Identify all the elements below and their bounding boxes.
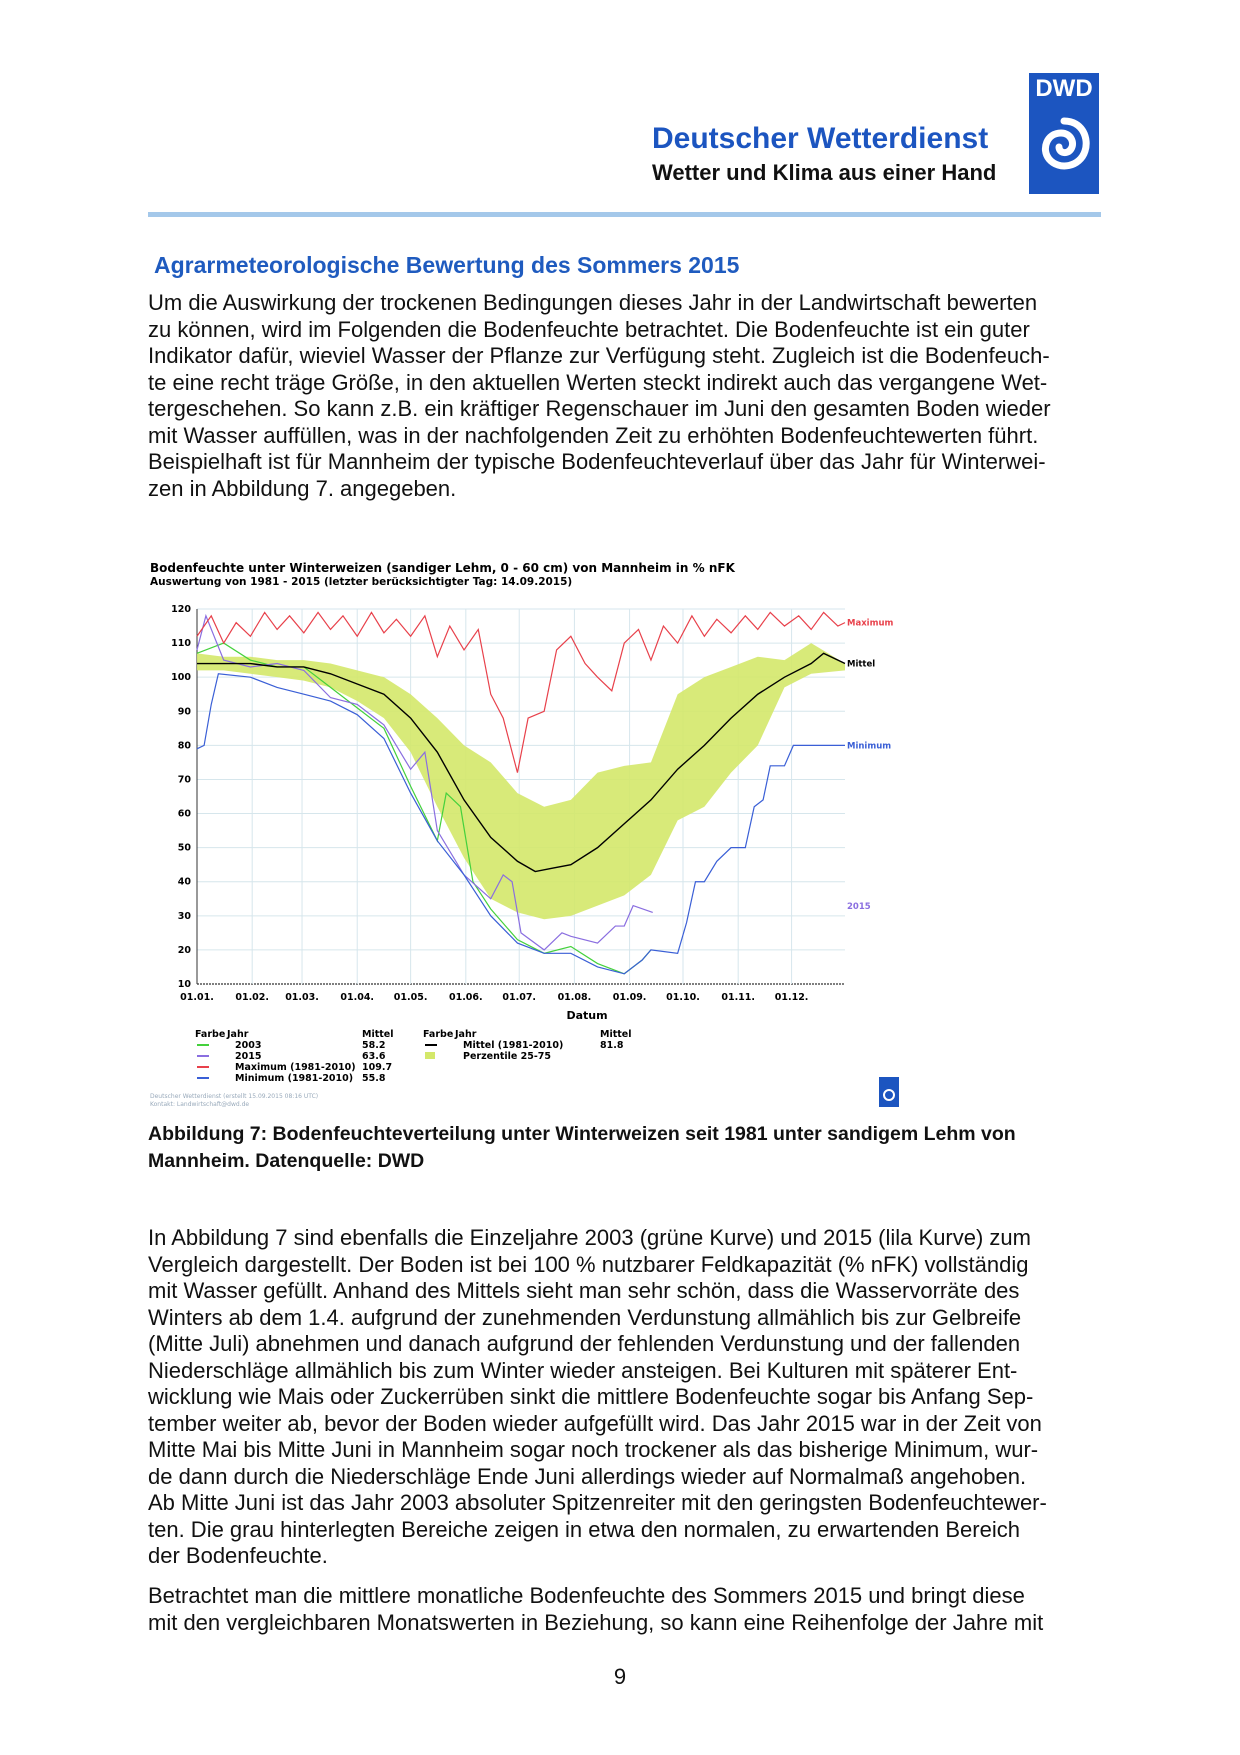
- series-end-label: Mittel: [847, 659, 876, 670]
- legend-name: Perzentile 25-75: [463, 1051, 552, 1062]
- series-end-label: Maximum: [847, 618, 894, 629]
- section-heading: Agrarmeteorologische Bewertung des Sommers 2015: [154, 252, 740, 278]
- text-line: zu können, wird im Folgenden die Bodenfeuchte betrachtet. Die Bodenfeuchte ist ein guter: [148, 316, 1030, 342]
- legend-name: Minimum (1981-2010): [235, 1073, 354, 1084]
- text-line: Ab Mitte Juni ist das Jahr 2003 absoluter Spitzenreiter mit den geringsten Bodenfeuchtewer-: [148, 1490, 1047, 1515]
- legend-name: 2003: [235, 1040, 262, 1051]
- logo-text: DWD: [1035, 75, 1093, 102]
- credit-line: Deutscher Wetterdienst (erstellt 15.09.2015 08:16 UTC): [150, 1093, 319, 1100]
- text-line: ten. Die grau hinterlegten Bereiche zeigen in etwa den normalen, zu erwartenden Bereich: [148, 1516, 1020, 1542]
- x-axis-label: Datum: [566, 1009, 608, 1022]
- text-line: mit Wasser auffüllen, was in der nachfolgenden Zeit zu erhöhten Bodenfeuchtewerten führt.: [148, 422, 1039, 448]
- y-tick-label: 80: [177, 740, 191, 752]
- y-tick-label: 30: [177, 910, 191, 922]
- y-tick-label: 110: [171, 638, 191, 650]
- page-number: 9: [613, 1664, 627, 1689]
- legend-mean: 63.6: [362, 1051, 386, 1062]
- soil-moisture-chart: [140, 552, 920, 1112]
- legend-name: Mittel (1981-2010): [463, 1040, 564, 1051]
- text-line: (Mitte Juli) abnehmen und danach aufgrund der fehlenden Verdunstung und der fallenden: [148, 1331, 1021, 1356]
- text-line: mit den vergleichbaren Monatswerten in Beziehung, so kann eine Reihenfolge der Jahre mit: [148, 1609, 1044, 1635]
- y-tick-label: 100: [171, 672, 191, 684]
- series-end-label: 2015: [847, 902, 871, 912]
- text-line: Winters ab dem 1.4. aufgrund der zunehmenden Verdunstung allmählich bis zur Gelbreife: [148, 1304, 1022, 1330]
- x-tick-label: 01.03.: [285, 992, 319, 1003]
- x-tick-label: 01.02.: [235, 992, 270, 1003]
- x-tick-label: 01.05.: [393, 992, 428, 1003]
- x-tick-label: 01.11.: [721, 992, 756, 1003]
- y-tick-label: 10: [177, 979, 191, 990]
- x-tick-label: 01.12.: [774, 992, 809, 1003]
- text-line: Beispielhaft ist für Mannheim der typische Bodenfeuchteverlauf über das Jahr für Winterwei-: [148, 449, 1046, 474]
- text-line: Indikator dafür, wieviel Wasser der Pflanze zur Verfügung steht. Zugleich ist die Bodenfeuch-: [148, 343, 1050, 368]
- legend-name: 2015: [235, 1051, 262, 1062]
- text-line: Vergleich dargestellt. Der Boden ist bei 100 % nutzbarer Feldkapazität (% nFK) vollständig: [148, 1251, 1029, 1277]
- text-line: wicklung wie Mais oder Zuckerrüben sinkt die mittlere Bodenfeuchte sogar bis Anfang Sep-: [148, 1384, 1034, 1409]
- legend-header: Farbe: [423, 1029, 454, 1040]
- brand-claim: Wetter und Klima aus einer Hand: [652, 160, 997, 185]
- x-tick-label: 01.07.: [502, 992, 537, 1003]
- legend-swatch: [425, 1052, 435, 1059]
- header-divider: [148, 212, 1101, 217]
- y-tick-label: 70: [177, 774, 191, 786]
- paragraph-1: [148, 290, 1051, 502]
- legend-header: Farbe: [195, 1029, 226, 1040]
- text-line: Niederschläge allmählich bis zum Winter wieder ansteigen. Bei Kulturen mit späterer Ent-: [148, 1357, 1018, 1383]
- paragraph-3: [148, 1583, 1043, 1636]
- legend-mean: 58.2: [362, 1040, 386, 1051]
- text-line: mit Wasser gefüllt. Anhand des Mittels sieht man sehr schön, dass die Wasservorräte des: [148, 1278, 1020, 1303]
- x-tick-label: 01.08.: [557, 992, 592, 1003]
- text-line: de dann durch die Niederschläge Ende Juni allerdings wieder auf Normalmaß angehoben.: [148, 1463, 1027, 1489]
- text-line: Betrachtet man die mittlere monatliche Bodenfeuchte des Sommers 2015 und bringt diese: [148, 1583, 1025, 1608]
- y-tick-label: 90: [177, 706, 191, 718]
- caption-line: Abbildung 7: Bodenfeuchteverteilung unter Winterweizen seit 1981 unter sandigem Lehm von: [148, 1123, 1016, 1145]
- x-tick-label: 01.04.: [340, 992, 375, 1003]
- chart-title: Bodenfeuchte unter Winterweizen (sandiger Lehm, 0 - 60 cm) von Mannheim in % nFK: [150, 561, 735, 575]
- text-line: Mitte Mai bis Mitte Juni in Mannheim sogar noch trockener als das bisherige Minimum, wur-: [148, 1437, 1039, 1462]
- legend-header: Jahr: [455, 1029, 477, 1040]
- percentile-band: [197, 643, 845, 919]
- spiral-icon: [1029, 103, 1099, 188]
- y-tick-label: 120: [171, 604, 191, 615]
- legend-mean: 81.8: [600, 1040, 624, 1051]
- legend-header: Jahr: [227, 1029, 249, 1040]
- text-line: tember weiter ab, bevor der Boden wieder aufgefüllt wird. Das Jahr 2015 war in der Zeit von: [148, 1410, 1042, 1436]
- series-end-label: Minimum: [847, 741, 892, 752]
- x-tick-label: 01.10.: [666, 992, 700, 1003]
- y-tick-label: 20: [177, 944, 191, 956]
- x-tick-label: 01.01.: [180, 992, 214, 1003]
- legend-mean: 109.7: [362, 1062, 393, 1073]
- text-line: tergeschehen. So kann z.B. ein kräftiger Regenschauer im Juni den gesamten Boden wieder: [148, 396, 1051, 421]
- text-line: der Bodenfeuchte.: [148, 1543, 328, 1568]
- x-tick-label: 01.06.: [448, 992, 483, 1003]
- text-line: zen in Abbildung 7. angegeben.: [148, 475, 457, 501]
- legend-header: Mittel: [600, 1029, 632, 1040]
- legend-name: Maximum (1981-2010): [235, 1062, 356, 1073]
- text-line: In Abbildung 7 sind ebenfalls die Einzeljahre 2003 (grüne Kurve) und 2015 (lila Kurve) zum: [148, 1225, 1031, 1250]
- credit-line: Kontakt: Landwirtschaft@dwd.de: [150, 1101, 250, 1108]
- legend-header: Mittel: [362, 1029, 394, 1040]
- brand-name: Deutscher Wetterdienst: [652, 122, 989, 155]
- figure-caption: [148, 1121, 1016, 1175]
- legend-mean: 55.8: [362, 1073, 386, 1084]
- chart-subtitle: Auswertung von 1981 - 2015 (letzter berücksichtigter Tag: 14.09.2015): [150, 576, 573, 588]
- text-line: Um die Auswirkung der trockenen Bedingungen dieses Jahr in der Landwirtschaft bewerten: [148, 290, 1038, 315]
- text-line: te eine recht träge Größe, in den aktuellen Werten steckt indirekt auch das vergangene Wet-: [148, 369, 1048, 395]
- y-tick-label: 50: [177, 842, 191, 854]
- paragraph-2: [148, 1225, 1047, 1570]
- dwd-logo: [1029, 73, 1099, 194]
- x-tick-label: 01.09.: [612, 992, 647, 1003]
- y-tick-label: 60: [177, 808, 191, 820]
- caption-line: Mannheim. Datenquelle: DWD: [148, 1150, 425, 1172]
- y-tick-label: 40: [177, 876, 191, 888]
- dwd-small-logo: [879, 1077, 899, 1107]
